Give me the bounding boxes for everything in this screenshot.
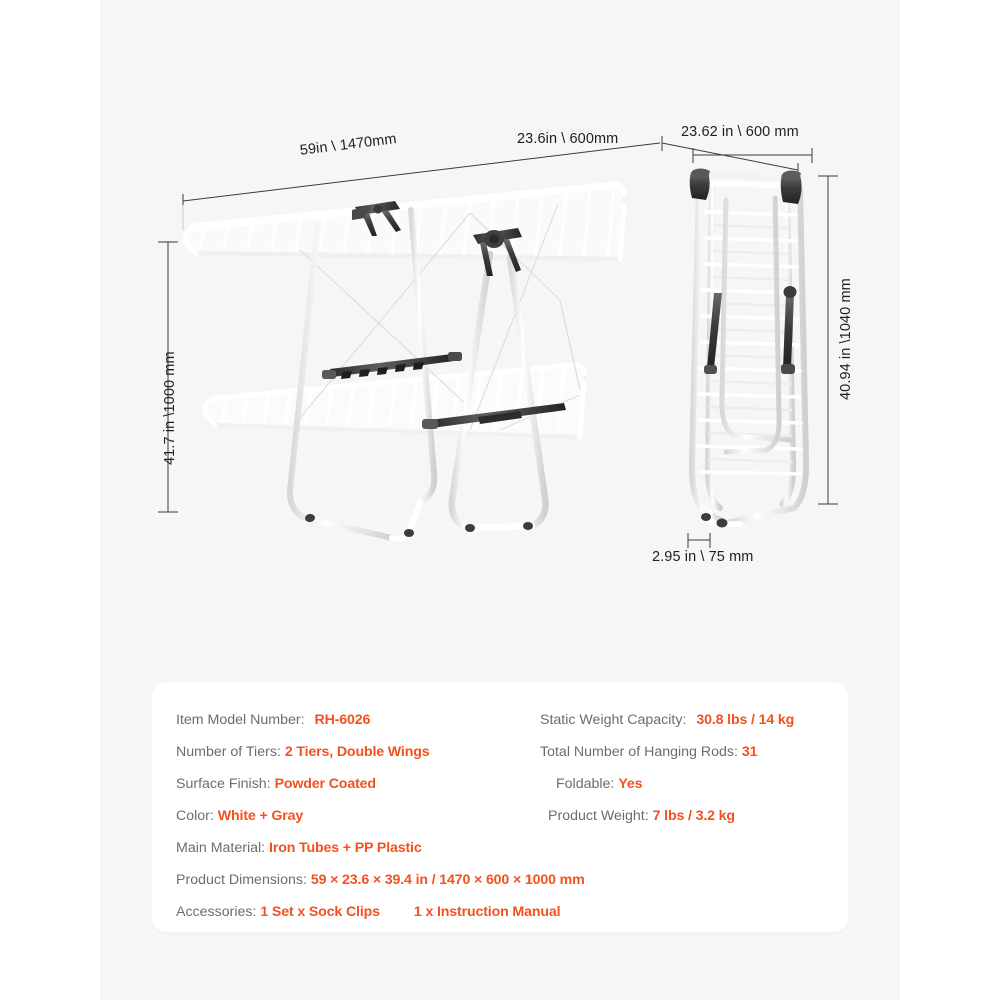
rack-open-illustration — [186, 185, 624, 539]
spec-row-model-number — [176, 704, 536, 736]
dim-open-depth-label: 23.6in \ 600mm — [517, 131, 619, 147]
spec-row-static-weight-capacity — [540, 704, 840, 736]
spec-column-left — [176, 704, 585, 928]
specification-panel — [152, 682, 848, 932]
spec-value-main-material: Iron Tubes + PP Plastic — [269, 840, 422, 856]
spec-value-product-weight: 7 lbs / 3.2 kg — [652, 808, 735, 824]
spec-label-accessories: Accessories: — [176, 904, 261, 920]
spec-label-product-dimensions: Product Dimensions: — [176, 872, 311, 888]
spec-label-color: Color: — [176, 808, 218, 824]
spec-value-surface-finish: Powder Coated — [274, 776, 376, 792]
spec-label-foldable: Foldable: — [556, 776, 619, 792]
spec-label-static-weight-capacity: Static Weight Capacity: — [540, 712, 691, 728]
folded-brace-right — [781, 286, 797, 374]
spec-row-product-dimensions — [176, 864, 585, 896]
spec-value-model-number: RH-6026 — [314, 712, 371, 728]
spec-value-static-weight-capacity: 30.8 lbs / 14 kg — [696, 712, 795, 728]
spec-value-foldable: Yes — [618, 776, 643, 792]
spec-value-color: White + Gray — [217, 808, 304, 824]
spec-label-product-weight: Product Weight: — [548, 808, 653, 824]
spec-value-accessories-manual: 1 x Instruction Manual — [413, 904, 561, 920]
spec-value-hanging-rods: 31 — [741, 744, 758, 760]
spec-value-tiers: 2 Tiers, Double Wings — [284, 744, 430, 760]
rack-folded-illustration — [690, 169, 806, 528]
spec-label-tiers: Number of Tiers: — [176, 744, 285, 760]
spec-row-hanging-rods — [540, 736, 840, 768]
dim-open-height-label: 41.7 in \1000 mm — [162, 351, 178, 465]
spec-label-main-material: Main Material: — [176, 840, 270, 856]
spec-row-tiers — [176, 736, 536, 768]
spec-label-hanging-rods: Total Number of Hanging Rods: — [540, 744, 742, 760]
spec-value-accessories-clips: 1 Set x Sock Clips — [260, 904, 380, 920]
spec-row-accessories — [176, 896, 561, 928]
dim-folded-thickness-label: 2.95 in \ 75 mm — [652, 549, 754, 565]
spec-row-surface-finish — [176, 768, 536, 800]
spec-row-product-weight — [540, 800, 840, 832]
spec-label-surface-finish: Surface Finish: — [176, 776, 275, 792]
spec-column-right — [540, 704, 840, 832]
spec-row-color — [176, 800, 536, 832]
dim-open-width-label: 59in \ 1470mm — [299, 131, 398, 159]
spec-row-main-material — [176, 832, 536, 864]
spec-row-foldable — [540, 768, 840, 800]
spec-label-model-number: Item Model Number: — [176, 712, 309, 728]
spec-value-product-dimensions: 59 × 23.6 × 39.4 in / 1470 × 600 × 1000 mm — [310, 872, 585, 888]
dim-folded-width-label: 23.62 in \ 600 mm — [681, 124, 799, 140]
dim-folded-height-label: 40.94 in \1040 mm — [838, 278, 854, 400]
